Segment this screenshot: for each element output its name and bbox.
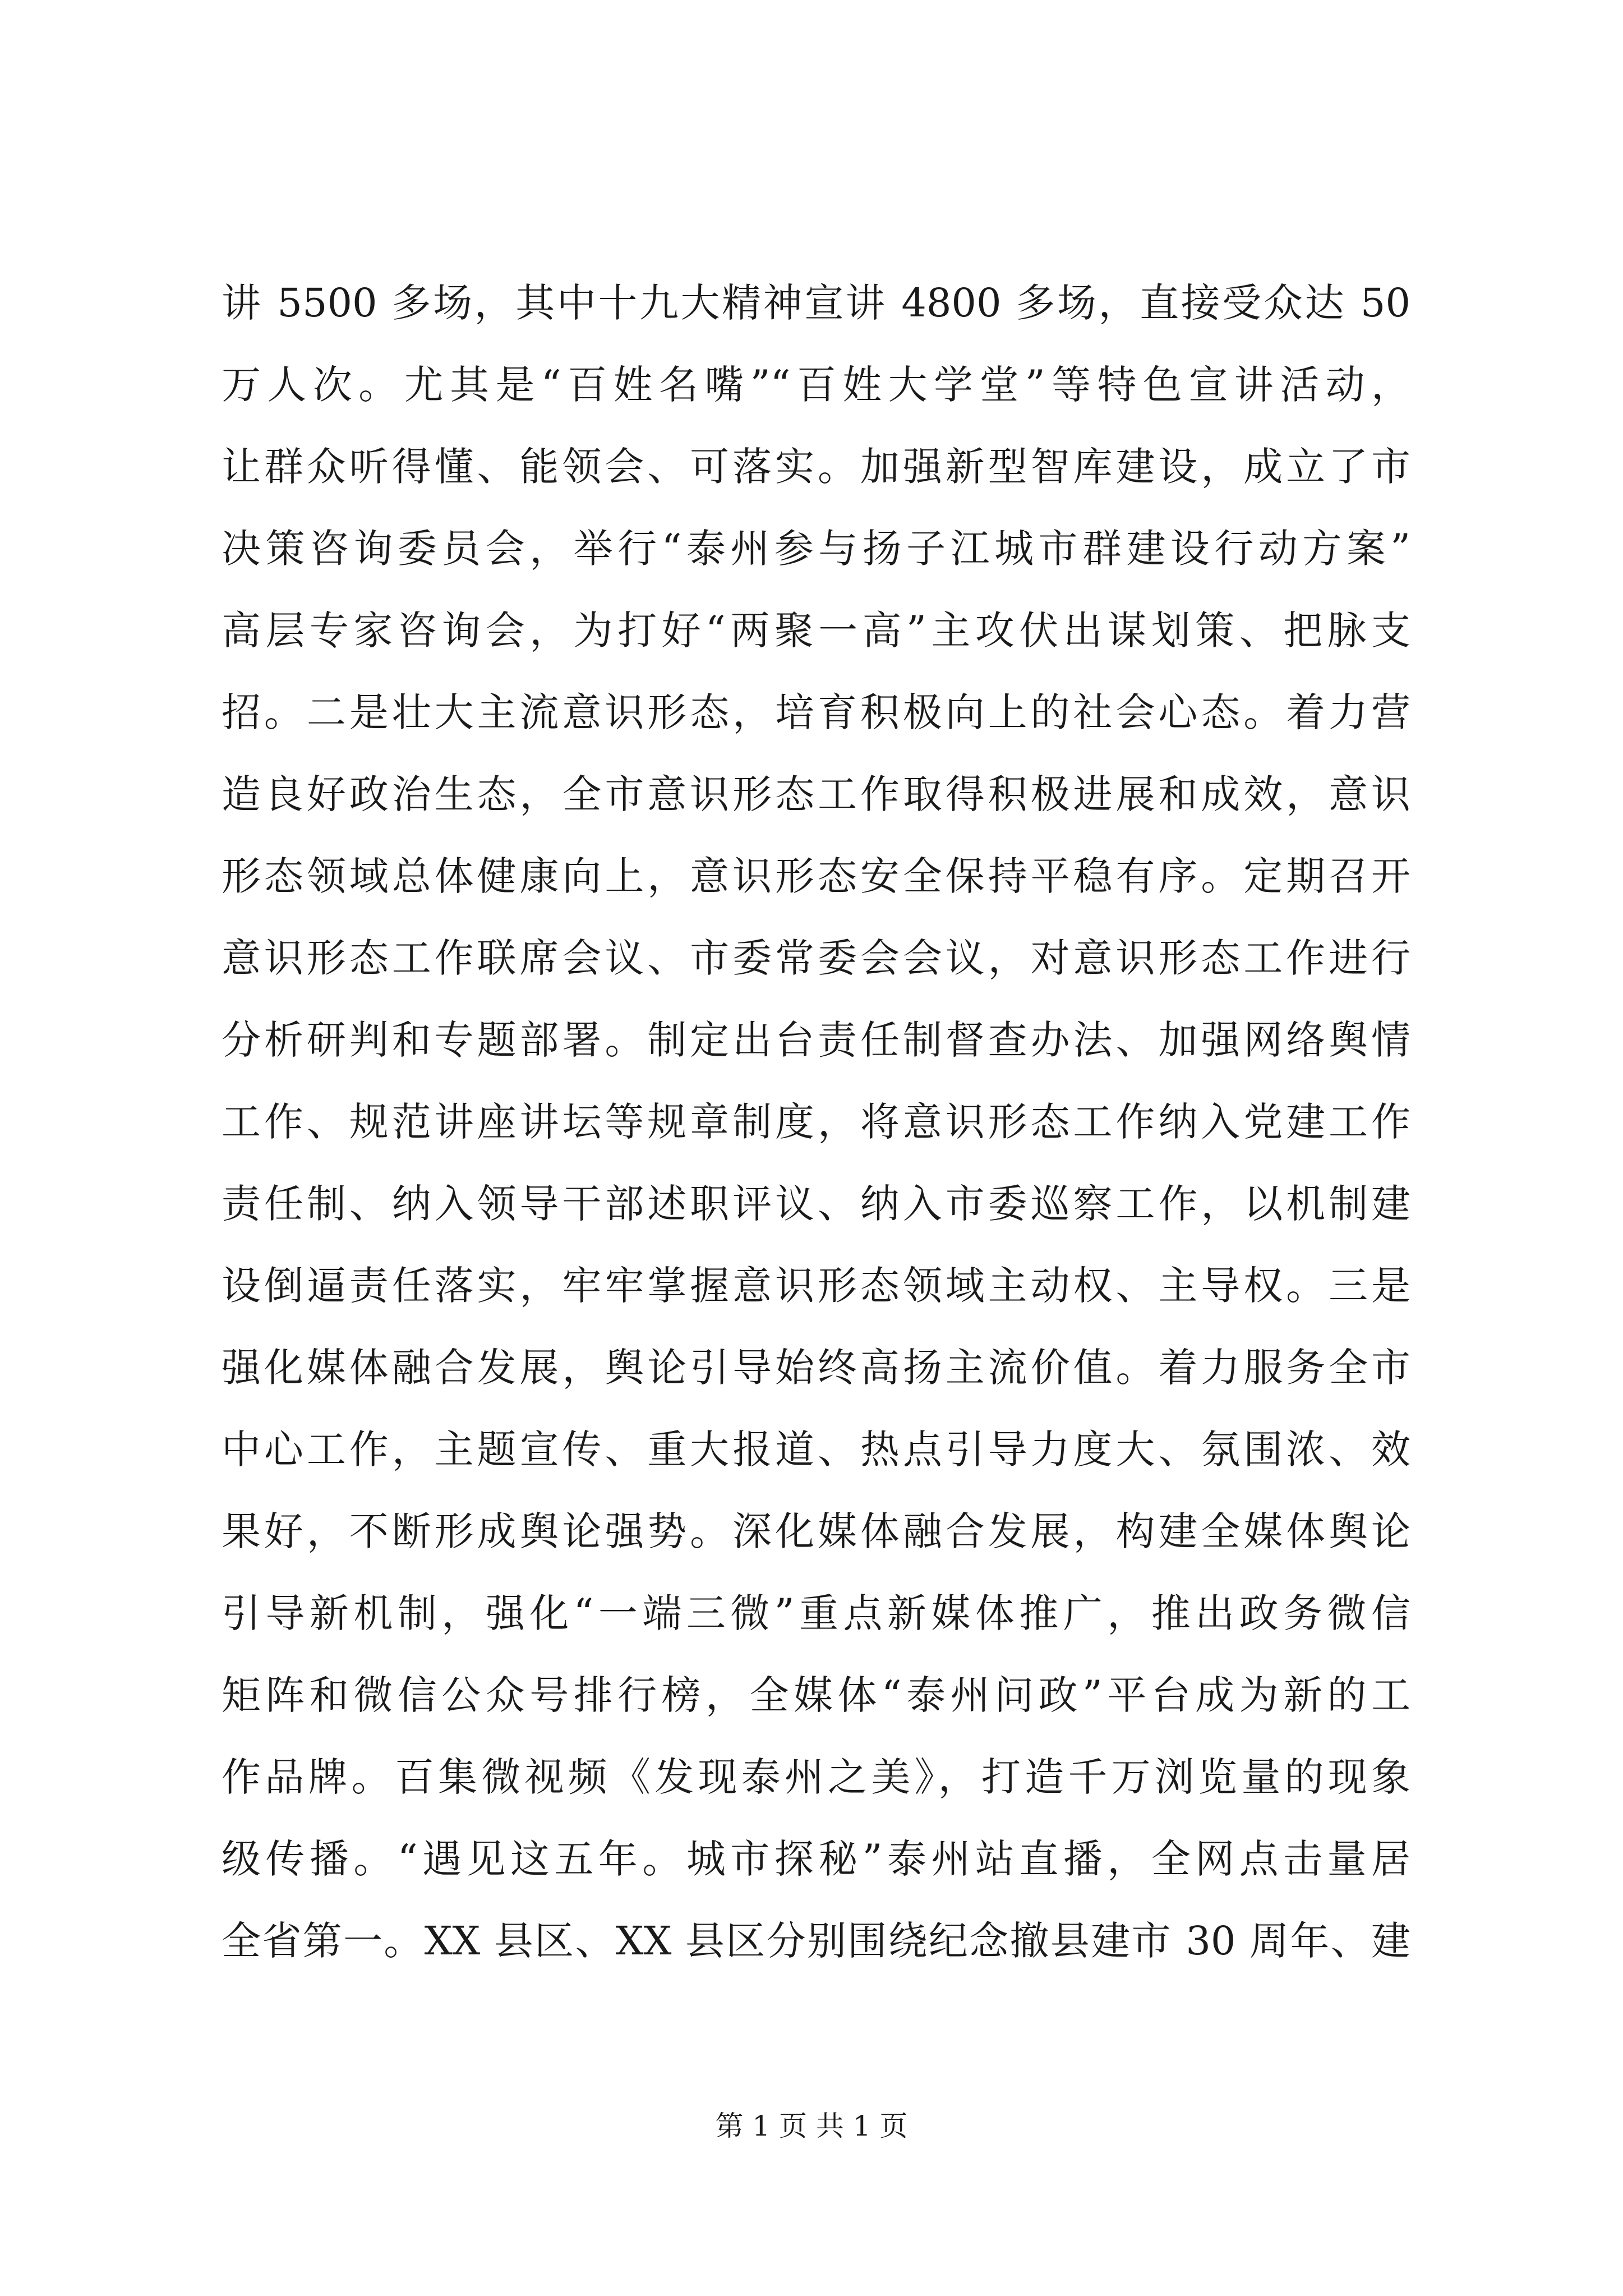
text-line: 意识形态工作联席会议、市委常委会会议，对意识形态工作进行: [222, 935, 1410, 981]
text-line: 强化媒体融合发展，舆论引导始终高扬主流价值。着力服务全市: [222, 1345, 1410, 1391]
text-line: 矩阵和微信公众号排行榜，全媒体“泰州问政”平台成为新的工: [222, 1672, 1410, 1718]
text-line: 工作、规范讲座讲坛等规章制度，将意识形态工作纳入党建工作: [222, 1099, 1410, 1145]
text-line: 造良好政治生态，全市意识形态工作取得积极进展和成效，意识: [222, 771, 1410, 817]
text-line: 让群众听得懂、能领会、可落实。加强新型智库建设，成立了市: [222, 444, 1410, 490]
text-line: 作品牌。百集微视频《发现泰州之美》，打造千万浏览量的现象: [222, 1754, 1410, 1800]
text-line: 中心工作，主题宣传、重大报道、热点引导力度大、氛围浓、效: [222, 1427, 1410, 1473]
text-line: 引导新机制，强化“一端三微”重点新媒体推广，推出政务微信: [222, 1590, 1410, 1636]
text-line: 招。二是壮大主流意识形态，培育积极向上的社会心态。着力营: [222, 689, 1410, 735]
text-line: 高层专家咨询会，为打好“两聚一高”主攻伏出谋划策、把脉支: [222, 608, 1410, 654]
text-line: 级传播。“遇见这五年。城市探秘”泰州站直播，全网点击量居: [222, 1836, 1410, 1882]
text-line: 万人次。尤其是“百姓名嘴”“百姓大学堂”等特色宣讲活动，: [222, 362, 1410, 408]
text-line: 讲 5500 多场，其中十九大精神宣讲 4800 多场，直接受众达 50: [222, 280, 1410, 326]
text-line: 决策咨询委员会，举行“泰州参与扬子江城市群建设行动方案”: [222, 526, 1410, 572]
text-line: 全省第一。XX 县区、XX 县区分别围绕纪念撤县建市 30 周年、建: [222, 1918, 1410, 1964]
text-line: 责任制、纳入领导干部述职评议、纳入市委巡察工作，以机制建: [222, 1181, 1410, 1227]
text-line: 设倒逼责任落实，牢牢掌握意识形态领域主动权、主导权。三是: [222, 1263, 1410, 1309]
text-line: 形态领域总体健康向上，意识形态安全保持平稳有序。定期召开: [222, 853, 1410, 899]
page-footer: 第 1 页 共 1 页: [715, 2110, 908, 2142]
text-line: 分析研判和专题部署。制定出台责任制督查办法、加强网络舆情: [222, 1017, 1410, 1063]
text-line: 果好，不断形成舆论强势。深化媒体融合发展，构建全媒体舆论: [222, 1508, 1410, 1554]
